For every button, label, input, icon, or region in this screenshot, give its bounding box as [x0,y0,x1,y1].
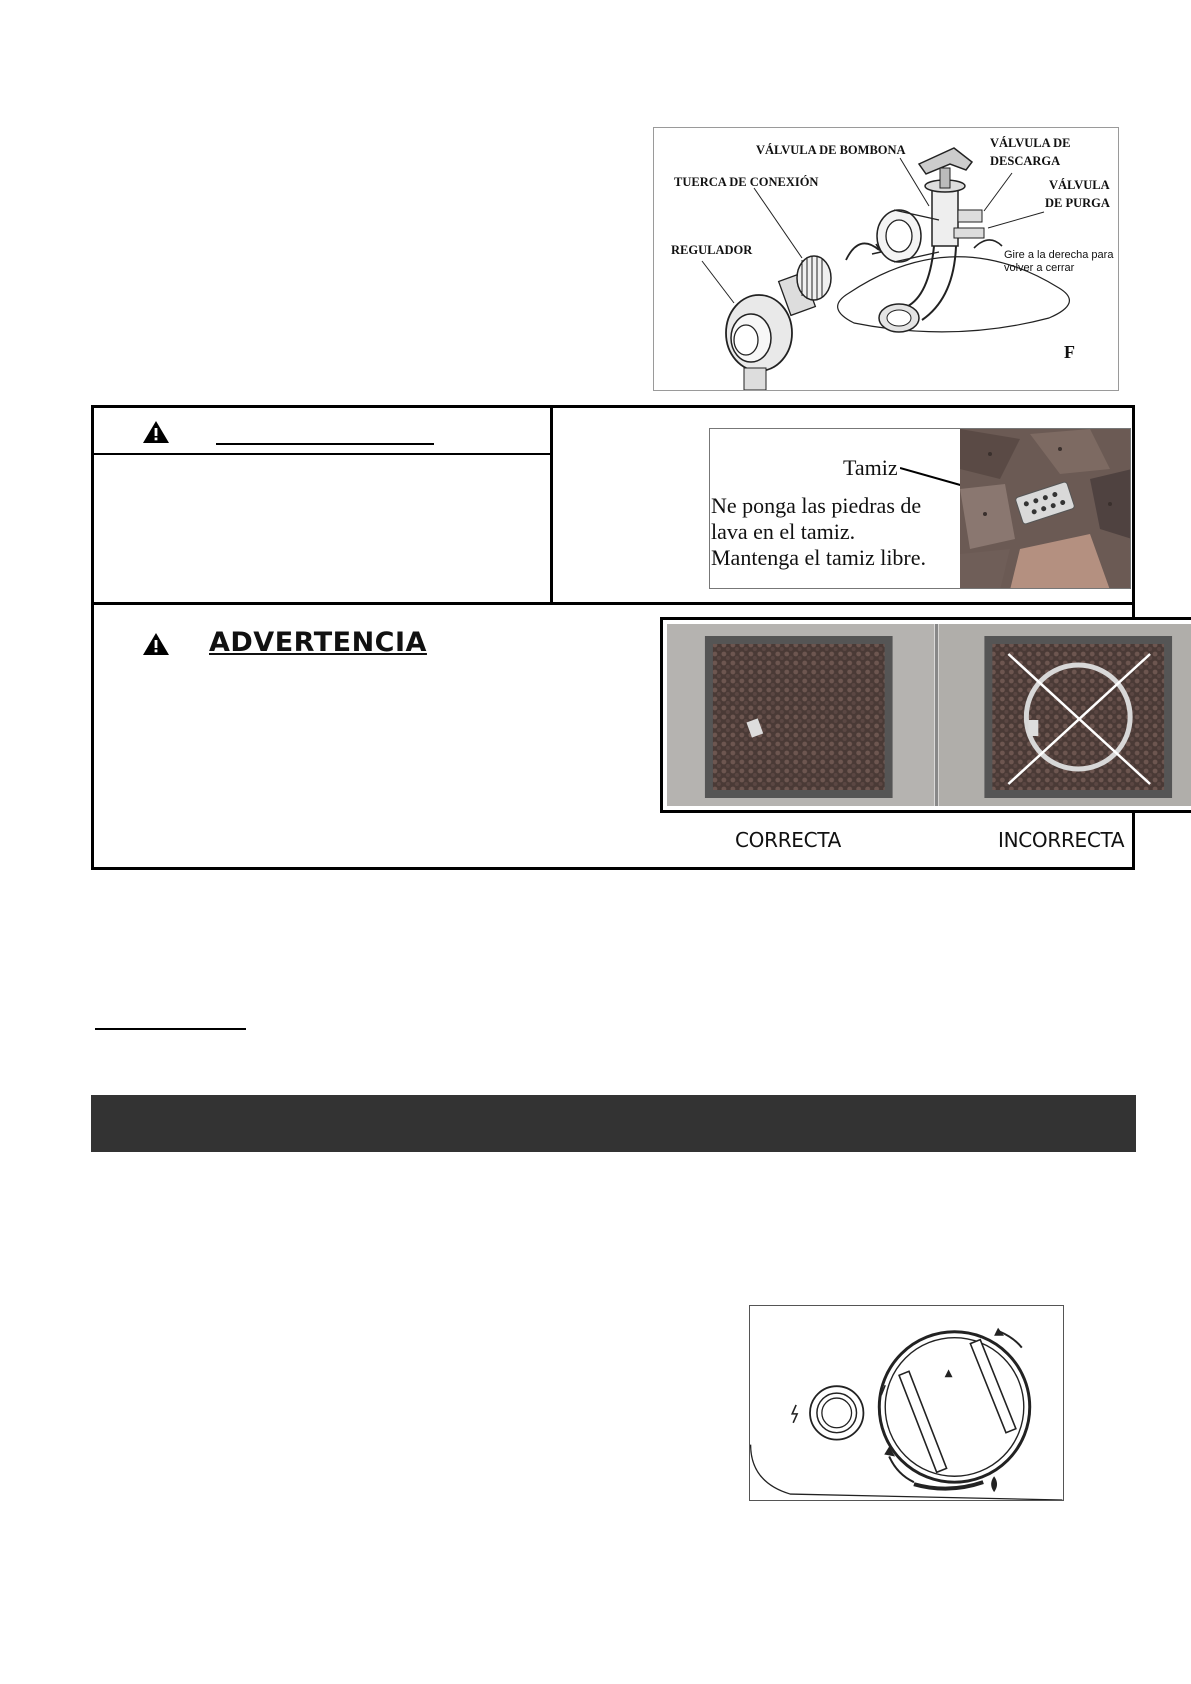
caption-correcta: CORRECTA [735,828,842,852]
lava-rocks-photo [960,429,1131,589]
warning-triangle-icon [142,420,170,444]
tamiz-label: Tamiz [843,455,898,480]
control-panel-diagram [749,1305,1064,1501]
warning-table [91,405,1135,870]
section-header-bar [91,1095,1136,1152]
caption-incorrecta: INCORRECTA [998,828,1125,852]
ignition-button-illustration [810,1386,863,1439]
label-gire-1: Gire a la derecha para [1004,249,1114,261]
heading-underline [216,443,434,445]
knob-indicator-mark [945,1369,953,1377]
heading-underline [95,1028,246,1030]
flame-icon [991,1476,997,1492]
label-valvula-purga-1: VÁLVULA [1049,178,1110,192]
advertencia-cell [94,605,553,867]
warning-triangle-icon [142,632,170,656]
tamiz-image-cell [553,408,1132,605]
tamiz-line-1: Ne ponga las piedras de [711,493,922,518]
tamiz-line-3: Mantenga el tamiz libre. [711,545,927,570]
label-tuerca-conexion: TUERCA DE CONEXIÓN [674,175,819,189]
tamiz-image [709,428,1131,589]
label-valvula-bombona: VÁLVULA DE BOMBONA [756,143,906,157]
tank-valve-illustration [654,128,1118,390]
control-knob-illustration [879,1332,1029,1482]
label-regulador: REGULADOR [671,243,753,257]
advertencia-heading: ADVERTENCIA [209,627,427,658]
figure-letter: F [1064,342,1075,362]
fire-pit-comparison-photos [667,624,1191,806]
correct-incorrect-image [660,617,1191,813]
correct-incorrect-cell [553,605,1132,867]
caution-header-cell [94,408,553,455]
label-gire-2: volver a cerrar [1004,262,1075,274]
label-valvula-descarga-2: DESCARGA [990,154,1061,168]
tamiz-line-2: lava en el tamiz. [711,519,856,544]
label-valvula-purga-2: DE PURGA [1045,196,1110,210]
figure-f-tank-valve-diagram [653,127,1119,391]
spark-icon [792,1405,797,1423]
ignition-knob-illustration [750,1306,1063,1500]
label-valvula-descarga-1: VÁLVULA DE [990,136,1071,150]
caution-body-cell [94,455,553,605]
